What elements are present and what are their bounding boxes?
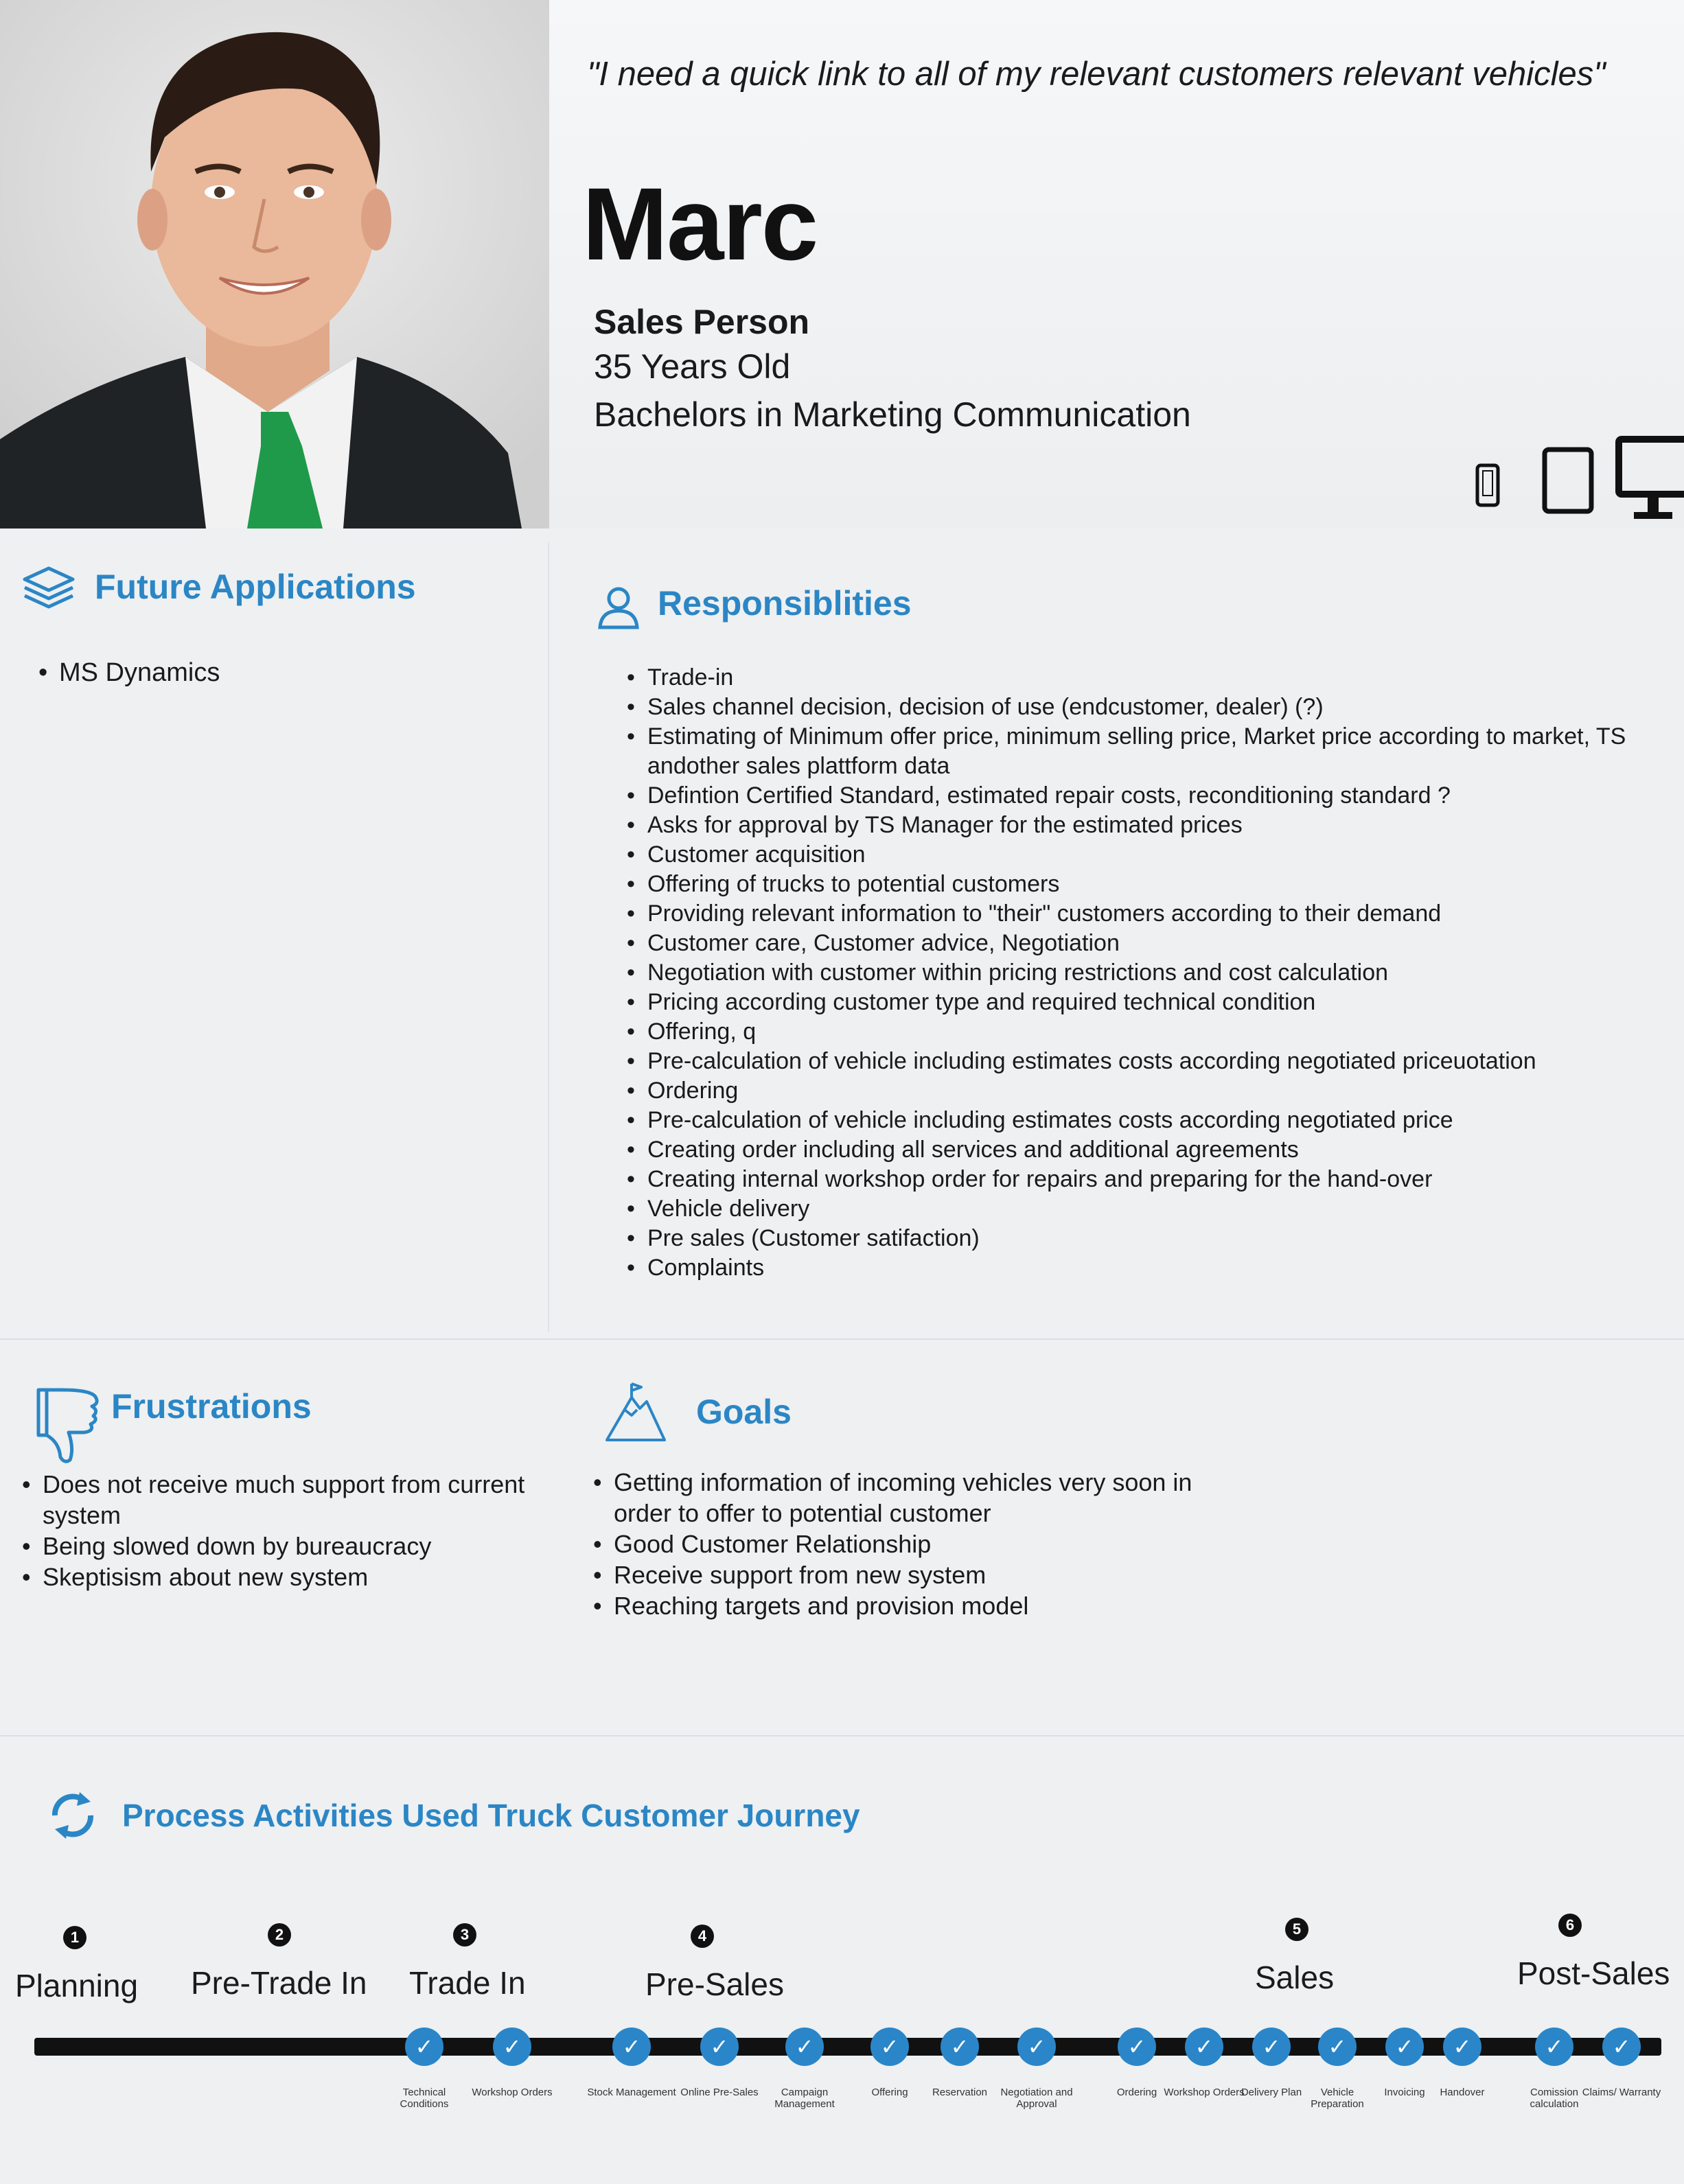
step-complete-check-icon[interactable]: ✓ — [785, 2028, 824, 2066]
step-complete-check-icon[interactable]: ✓ — [700, 2028, 739, 2066]
stage-number: 5 — [1285, 1918, 1308, 1941]
list-item: • Estimating of Minimum offer price, minimum selling price, Market price according to market, TS andother sales plattform data — [627, 722, 1657, 781]
step-label: Stock Management — [587, 2087, 676, 2098]
future-applications-title: Future Applications — [95, 568, 416, 606]
list-item: • Does not receive much support from current system — [22, 1469, 557, 1531]
step-label: Reservation — [932, 2087, 988, 2098]
stage-label: Sales — [1255, 1960, 1335, 1995]
persona-role: Sales Person — [594, 303, 810, 341]
step-complete-check-icon[interactable]: ✓ — [1443, 2028, 1481, 2066]
list-item: • Customer acquisition — [627, 840, 1657, 870]
list-item: • MS Dynamics — [38, 657, 519, 688]
stage-number: 6 — [1558, 1914, 1582, 1937]
stage-label: Pre-Trade In — [191, 1965, 367, 2001]
step-label: Offering — [871, 2087, 908, 2098]
step-label: Vehicle Preparation — [1311, 2087, 1364, 2110]
frustrations-title: Frustrations — [111, 1387, 312, 1426]
list-item: • Offering, q — [627, 1017, 1657, 1047]
list-item: • Sales channel decision, decision of use (endcustomer, dealer) (?) — [627, 693, 1657, 722]
step-complete-check-icon[interactable]: ✓ — [493, 2028, 531, 2066]
stage-number: 4 — [691, 1925, 714, 1948]
step-complete-check-icon[interactable]: ✓ — [1017, 2028, 1056, 2066]
journey-title: Process Activities Used Truck Customer Journey — [122, 1798, 860, 1833]
stage-number: 2 — [268, 1923, 291, 1947]
list-item: • Being slowed down by bureaucracy — [22, 1531, 557, 1561]
stage-number: 1 — [63, 1926, 86, 1949]
list-item: • Creating order including all services and additional agreements — [627, 1135, 1657, 1165]
step-label: Ordering — [1116, 2087, 1157, 2098]
step-complete-check-icon[interactable]: ✓ — [1318, 2028, 1357, 2066]
future-applications-list — [38, 657, 519, 688]
step-complete-check-icon[interactable]: ✓ — [1602, 2028, 1641, 2066]
list-item: • Asks for approval by TS Manager for the estimated prices — [627, 811, 1657, 840]
list-item: • Pre sales (Customer satifaction) — [627, 1224, 1657, 1253]
step-label: Comission calculation — [1530, 2087, 1579, 2110]
person-portrait-image — [0, 0, 549, 528]
persona-quote: "I need a quick link to all of my relevant customers relevant vehicles" — [587, 56, 1606, 93]
stage-label: Planning — [15, 1968, 139, 2003]
step-label: Workshop Orders — [472, 2087, 553, 2098]
responsibilities-title: Responsiblities — [658, 584, 912, 623]
list-item: • Ordering — [627, 1076, 1657, 1106]
list-item: • Offering of trucks to potential customers — [627, 870, 1657, 899]
list-item: • Getting information of incoming vehicles very soon in order to offer to potential customer — [593, 1467, 1197, 1529]
column-divider — [548, 542, 549, 1332]
step-label: Campaign Management — [774, 2087, 835, 2110]
list-item: • Providing relevant information to "their" customers according to their demand — [627, 899, 1657, 929]
step-label: Claims/ Warranty — [1582, 2087, 1661, 2098]
thumbs-down-icon — [34, 1383, 100, 1465]
desktop-icon — [1619, 439, 1684, 519]
mountain-flag-icon — [604, 1381, 667, 1443]
cycle-icon — [45, 1788, 100, 1843]
step-label: Workshop Orders — [1164, 2087, 1245, 2098]
frustrations-list — [22, 1469, 557, 1592]
list-item: • Trade-in — [627, 663, 1657, 693]
step-label: Delivery Plan — [1241, 2087, 1302, 2098]
responsibilities-list — [627, 663, 1657, 1283]
goals-title: Goals — [696, 1393, 792, 1431]
device-icons — [1469, 426, 1684, 528]
persona-education: Bachelors in Marketing Communication — [594, 395, 1191, 434]
list-item: • Pricing according customer type and required technical condition — [627, 988, 1657, 1017]
list-item: • Complaints — [627, 1253, 1657, 1283]
list-item: • Creating internal workshop order for repairs and preparing for the hand-over — [627, 1165, 1657, 1194]
step-label: Negotiation and Approval — [1000, 2087, 1073, 2110]
list-item: • Pre-calculation of vehicle including estimates costs according negotiated price — [627, 1106, 1657, 1135]
step-label: Handover — [1440, 2087, 1485, 2098]
list-item: • Reaching targets and provision model — [593, 1590, 1197, 1621]
stage-label: Post-Sales — [1517, 1955, 1670, 1991]
layers-icon — [21, 564, 77, 614]
stage-label: Trade In — [409, 1965, 526, 2001]
profile-photo — [0, 0, 549, 528]
list-item: • Vehicle delivery — [627, 1194, 1657, 1224]
list-item: • Pre-calculation of vehicle including estimates costs according negotiated priceuotation — [627, 1047, 1657, 1076]
step-complete-check-icon[interactable]: ✓ — [612, 2028, 651, 2066]
persona-name: Marc — [582, 166, 818, 281]
step-complete-check-icon[interactable]: ✓ — [1535, 2028, 1573, 2066]
persona-age: 35 Years Old — [594, 347, 791, 386]
step-complete-check-icon[interactable]: ✓ — [941, 2028, 979, 2066]
list-item: • Receive support from new system — [593, 1559, 1197, 1590]
person-icon — [596, 585, 641, 630]
step-complete-check-icon[interactable]: ✓ — [1118, 2028, 1156, 2066]
step-complete-check-icon[interactable]: ✓ — [1385, 2028, 1424, 2066]
stage-number: 3 — [453, 1923, 476, 1947]
goals-list — [593, 1467, 1197, 1621]
list-item: • Good Customer Relationship — [593, 1529, 1197, 1559]
phone-icon — [1477, 465, 1498, 505]
step-complete-check-icon[interactable]: ✓ — [1252, 2028, 1291, 2066]
section-divider — [0, 1338, 1684, 1340]
tablet-icon — [1545, 450, 1591, 511]
list-item: • Negotiation with customer within pricing restrictions and cost calculation — [627, 958, 1657, 988]
section-divider — [0, 1735, 1684, 1736]
list-item: • Defintion Certified Standard, estimated repair costs, reconditioning standard ? — [627, 781, 1657, 811]
step-complete-check-icon[interactable]: ✓ — [405, 2028, 443, 2066]
step-label: Invoicing — [1384, 2087, 1425, 2098]
list-item: • Skeptisism about new system — [22, 1561, 557, 1592]
step-label: Online Pre-Sales — [680, 2087, 759, 2098]
stage-label: Pre-Sales — [645, 1966, 784, 2002]
list-item: • Customer care, Customer advice, Negotiation — [627, 929, 1657, 958]
step-complete-check-icon[interactable]: ✓ — [870, 2028, 909, 2066]
step-complete-check-icon[interactable]: ✓ — [1185, 2028, 1223, 2066]
step-label: Technical Conditions — [400, 2087, 449, 2110]
